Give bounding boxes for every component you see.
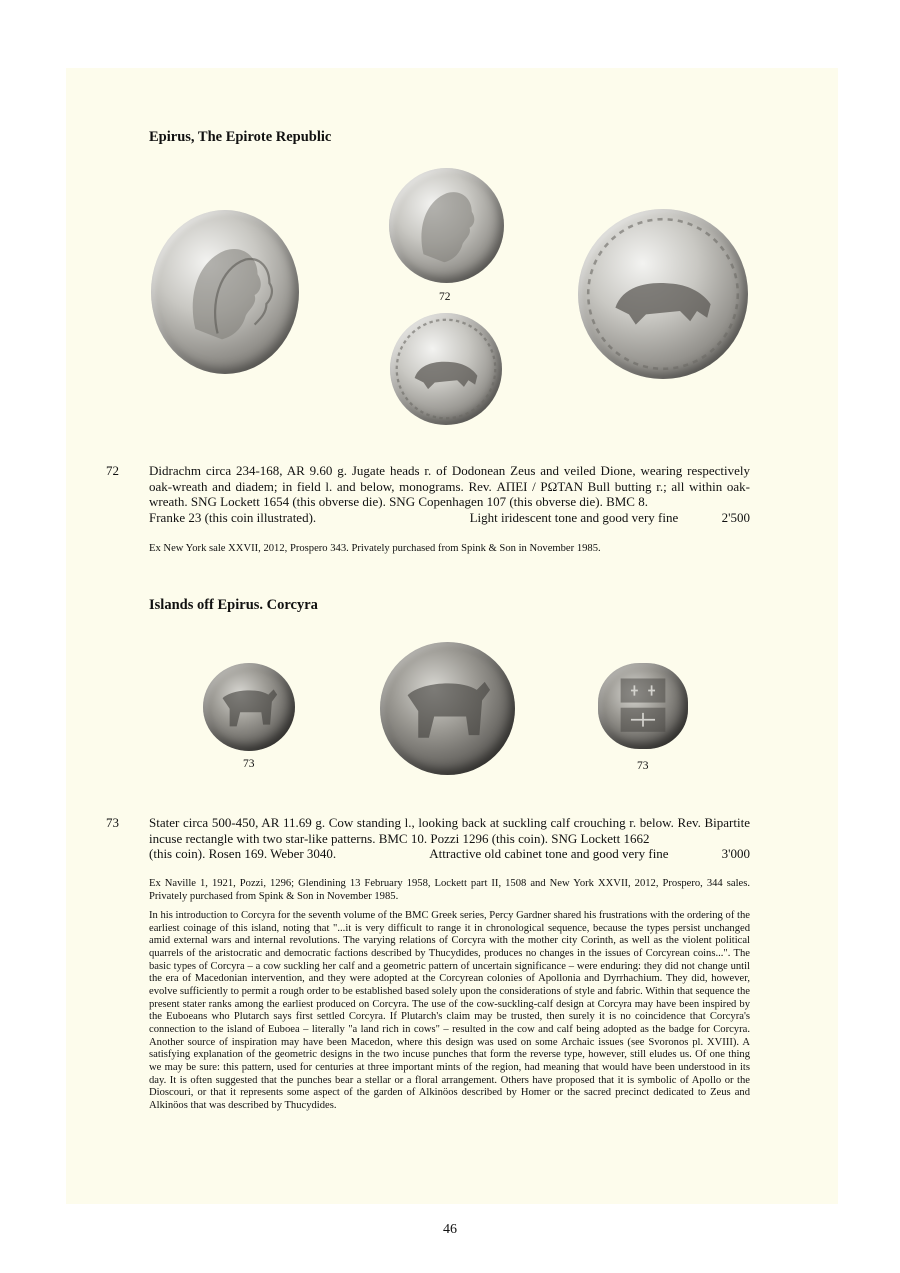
coin-label-73: 73 — [243, 758, 255, 770]
jugate-heads-icon — [389, 168, 504, 283]
incuse-star-pattern-icon — [598, 663, 688, 749]
lot-provenance-73: Ex Naville 1, 1921, Pozzi, 1296; Glendining 13 February 1958, Lockett part II, 1508 and New York XXVII, 2012, Prospero, 344 sales. Privately purchased from Spink & Son in November 1985. — [149, 878, 750, 902]
jugate-heads-icon — [151, 210, 299, 374]
coin-72-reverse-small — [390, 313, 502, 425]
lot-summary-line — [149, 510, 750, 526]
lot-essay-73: In his introduction to Corcyra for the seventh volume of the BMC Greek series, Percy Gardner shared his frustrations with the ordering of the earliest coinage of this island, noting that "...it is very difficult to range it in chronological sequence, because the types persist unchanged amid external wars and internal revolutions. The varying relations of Corcyra with the mother city Corinth, as well as the violent political quarrels of the aristocratic and democratic factions described by Thucydides, produces no changes in the issues of Corcyrean coins...". The basic types of Corcyra – a cow suckling her calf and a geometric pattern of uncertain significance – were enduring: they did not change until the era of Macedonian intervention, and they were adopted at the Corcyrean colonies of Apollonia and Dyrrhachium. They did, however, evolve sufficiently to permit a rough order to be established based solely upon the considerations of style and fabric. Within that sequence the present stater ranks among the earliest produced on Corcyra. The use of the cow-suckling-calf design at Corcyra may have been inspired by the Euboeans who Plutarch says first settled Corcyra. If Plutarch's claim may be trusted, then surely it is no coincidence that Corcyra's connection to the island of Euboea – literally "a land rich in cows" – resulted in the cow and calf being adopted as the badge for Corcyra. Another source of inspiration may have been Macedon, where this design was used on some Archaic issues (see Svoronos pl. XVIII). A satisfying explanation of the geometric designs in the two incuse punches that form the reverse type, however, still eludes us. Of one thing we may be sure: this pattern, used for centuries at three important mints of the region, had meaning that would have been understood in its day. It is often suggested that the punches bear a stellar or a floral arrangement. Others have proposed that it is symbolic of Apollo or the Dioscouri, or that it represents some aspect of the garden of Alkinöos described by Homer or the sacred precinct dedicated to Zeus and Alkinöos that was described by Thucydides. — [149, 910, 750, 1111]
coin-73-obverse-large — [380, 642, 515, 775]
lot-grade: Attractive old cabinet tone and good very fine — [429, 846, 669, 862]
lot-number-72: 72 — [106, 463, 119, 478]
coin-72-obverse-large — [151, 210, 299, 374]
bull-butting-icon — [578, 209, 748, 379]
coin-label-73-reverse: 73 — [637, 760, 649, 772]
lot-description-73 — [149, 815, 750, 862]
page-number: 46 — [443, 1222, 457, 1237]
coin-label-72: 72 — [439, 291, 451, 303]
section-heading-corcyra: Islands off Epirus. Corcyra — [149, 597, 318, 613]
cow-and-calf-icon — [380, 642, 515, 775]
coin-72-obverse-small — [389, 168, 504, 283]
lot-reference-tail: Franke 23 (this coin illustrated). — [149, 509, 317, 525]
coin-72-reverse-large — [578, 209, 748, 379]
lot-estimate: 3'000 — [721, 846, 750, 862]
lot-provenance-72: Ex New York sale XXVII, 2012, Prospero 343. Privately purchased from Spink & Son in November 1985. — [149, 543, 601, 554]
section-heading-epirus: Epirus, The Epirote Republic — [149, 129, 332, 145]
coin-73-reverse — [598, 663, 688, 749]
lot-summary-line — [149, 846, 750, 862]
lot-estimate: 2'500 — [721, 509, 750, 525]
lot-number-73: 73 — [106, 815, 119, 830]
lot-grade: Light iridescent tone and good very fine — [469, 509, 679, 525]
bull-butting-icon — [390, 313, 502, 425]
lot-reference-tail: (this coin). Rosen 169. Weber 3040. — [149, 846, 337, 862]
lot-description-72 — [149, 463, 750, 525]
coin-73-obverse-small — [203, 663, 295, 751]
lot-description-text: Stater circa 500-450, AR 11.69 g. Cow standing l., looking back at suckling calf crouching r. below. Rev. Bipartite incuse rectangle with two star-like patterns. BMC 10. Pozzi 1296 (this coin). SNG Lockett 1662 — [149, 815, 750, 846]
lot-description-text: Didrachm circa 234-168, AR 9.60 g. Jugate heads r. of Dodonean Zeus and veiled Dione, wearing respectively oak-wreath and diadem; in field l. and below, monograms. Rev. ΑΠΕΙ / ΡΩΤΑΝ Bull butting r.; all within oak-wreath. SNG Lockett 1654 (this obverse die). SNG Copenhagen 107 (this obverse die). BMC 8. — [149, 463, 750, 510]
cow-and-calf-icon — [203, 663, 295, 751]
